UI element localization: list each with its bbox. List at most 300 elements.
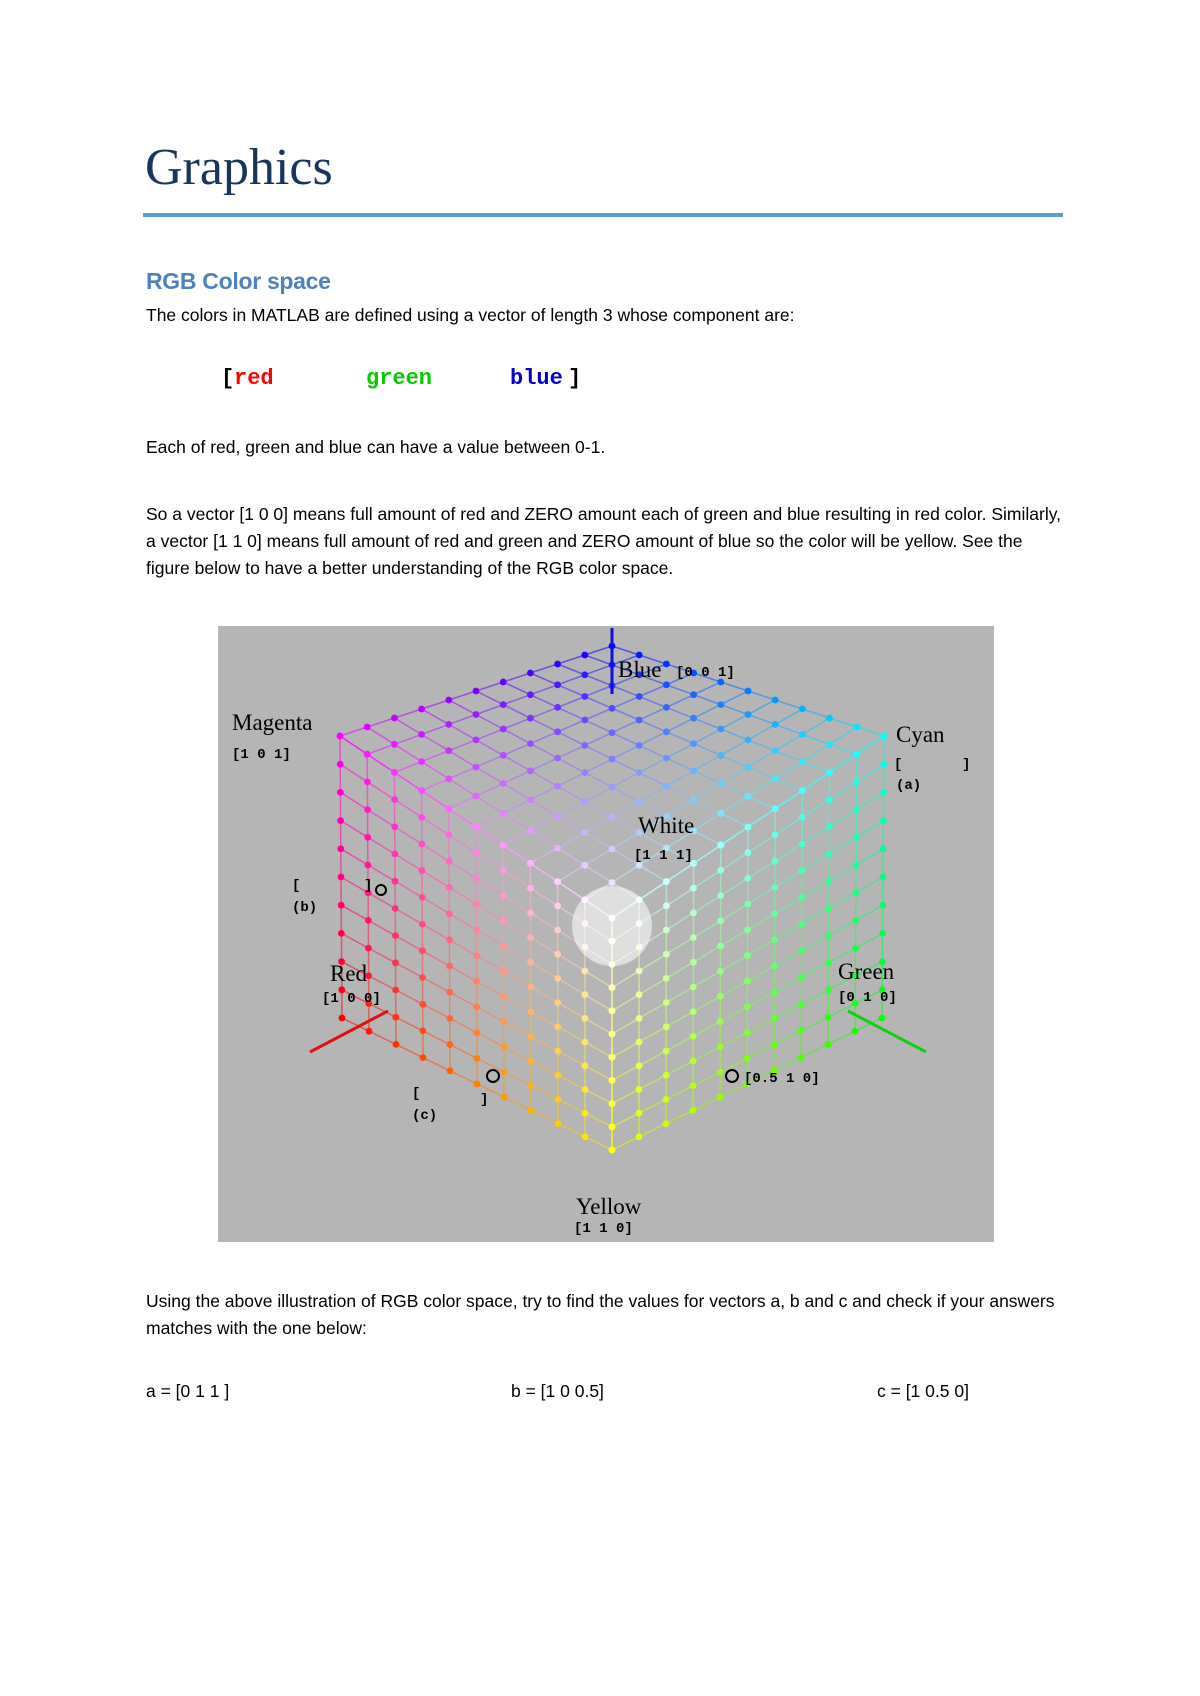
lattice-edge: [612, 759, 639, 773]
lattice-point: [527, 959, 534, 966]
lattice-edge: [721, 682, 748, 691]
lattice-point: [663, 902, 670, 909]
lattice-edge: [530, 786, 557, 800]
lattice-edge: [476, 853, 503, 871]
lattice-point: [527, 885, 534, 892]
lattice-point: [337, 845, 344, 852]
lattice-edge: [503, 813, 530, 830]
green-vector-label: [0 1 0]: [838, 990, 897, 1006]
lattice-point: [745, 793, 752, 800]
b-open-bracket: [: [292, 878, 301, 894]
lattice-point: [554, 704, 561, 711]
lattice-point: [582, 1110, 589, 1117]
lattice-edge: [612, 865, 639, 882]
lattice-edge: [639, 720, 666, 732]
lattice-edge: [748, 715, 775, 725]
lattice-edge: [612, 720, 639, 733]
lattice-edge: [666, 1012, 693, 1027]
lattice-edge: [666, 685, 693, 695]
lattice-edge: [476, 878, 503, 895]
blue-label: Blue: [618, 657, 662, 682]
lattice-edge: [585, 655, 612, 665]
lattice-edge: [558, 1124, 585, 1137]
lattice-edge: [857, 736, 884, 754]
lattice-point: [880, 845, 887, 852]
lattice-edge: [503, 845, 530, 863]
vector-open-bracket: [: [221, 366, 235, 391]
lattice-edge: [666, 786, 693, 800]
lattice-point: [339, 1015, 346, 1022]
lattice-edge: [530, 771, 557, 786]
lattice-point: [772, 721, 779, 728]
lattice-edge: [775, 924, 802, 940]
lattice-point: [609, 1054, 616, 1061]
lattice-edge: [530, 718, 557, 732]
lattice-edge: [530, 758, 557, 771]
lattice-edge: [585, 745, 612, 759]
lattice-edge: [585, 646, 612, 655]
lattice-edge: [721, 705, 748, 715]
lattice-edge: [612, 1113, 639, 1127]
lattice-edge: [721, 853, 748, 871]
lattice-edge: [666, 1036, 693, 1051]
lattice-edge: [829, 920, 856, 935]
lattice-edge: [530, 695, 557, 708]
lattice-edge: [449, 715, 476, 725]
lattice-edge: [612, 1018, 639, 1034]
lattice-point: [636, 991, 643, 998]
lattice-edge: [585, 1089, 612, 1103]
lattice-point: [337, 733, 344, 740]
lattice-edge: [449, 914, 476, 930]
lattice-edge: [395, 854, 422, 871]
lattice-point: [474, 1055, 481, 1062]
lattice-point: [609, 1031, 616, 1038]
lattice-edge: [530, 800, 557, 816]
lattice-edge: [639, 745, 666, 758]
lattice-edge: [585, 686, 612, 697]
lattice-edge: [531, 1012, 558, 1027]
lattice-point: [690, 740, 697, 747]
lattice-edge: [476, 796, 503, 813]
lattice-point: [717, 701, 724, 708]
lattice-point: [581, 693, 588, 700]
section-heading: RGB Color space: [146, 268, 331, 294]
lattice-edge: [666, 913, 693, 930]
lattice-point: [392, 959, 399, 966]
lattice-edge: [394, 709, 421, 718]
lattice-point: [798, 1028, 805, 1035]
lattice-edge: [748, 724, 775, 740]
lattice-edge: [829, 837, 856, 854]
lattice-edge: [340, 727, 367, 736]
lattice-edge: [829, 893, 856, 909]
lattice-point: [554, 728, 561, 735]
lattice-point: [798, 1001, 805, 1008]
lattice-edge: [612, 697, 639, 709]
lattice-point: [771, 989, 778, 996]
lattice-point: [717, 810, 724, 817]
lattice-point: [392, 932, 399, 939]
lattice-point: [473, 1004, 480, 1011]
lattice-edge: [666, 938, 693, 955]
lattice-point: [609, 1100, 616, 1107]
lattice-edge: [503, 695, 530, 705]
lattice-point: [500, 810, 507, 817]
lattice-point: [337, 761, 344, 768]
lattice-point: [528, 1058, 535, 1065]
lattice-point: [445, 805, 452, 812]
lattice-edge: [748, 940, 775, 956]
lattice-edge: [395, 881, 422, 897]
lattice-edge: [423, 1058, 450, 1071]
lattice-edge: [801, 990, 828, 1004]
lattice-edge: [666, 707, 693, 718]
rgb-cube-figure: [218, 626, 994, 1242]
lattice-point: [717, 943, 724, 950]
lattice-point: [338, 874, 345, 881]
vector-close-bracket: ]: [568, 366, 582, 391]
lattice-edge: [747, 1045, 774, 1059]
lattice-edge: [422, 844, 449, 861]
lattice-edge: [612, 817, 639, 832]
lattice-edge: [558, 1027, 585, 1042]
lattice-edge: [774, 1031, 801, 1045]
lattice-point: [826, 741, 833, 748]
lattice-edge: [450, 1018, 477, 1032]
lattice-point: [852, 945, 859, 952]
lattice-edge: [585, 971, 612, 988]
lattice-point: [609, 705, 616, 712]
lattice-edge: [612, 686, 639, 697]
lattice-edge: [748, 700, 775, 715]
lattice-point: [690, 885, 697, 892]
lattice-point: [554, 755, 561, 762]
lattice-edge: [693, 946, 720, 962]
green-label: Green: [838, 959, 895, 984]
lattice-edge: [775, 871, 802, 888]
lattice-point: [392, 878, 399, 885]
lattice-edge: [531, 962, 558, 978]
lattice-point: [582, 991, 589, 998]
lattice-point: [663, 728, 670, 735]
lattice-point: [717, 780, 724, 787]
lattice-edge: [856, 933, 883, 948]
lattice-point: [581, 652, 588, 659]
lattice-edge: [396, 1044, 423, 1057]
lattice-edge: [585, 833, 612, 849]
lattice-point: [636, 1086, 643, 1093]
lattice-edge: [396, 963, 423, 978]
intro-paragraph: The colors in MATLAB are defined using a vector of length 3 whose component are:: [146, 305, 795, 325]
lattice-edge: [639, 978, 666, 994]
lattice-edge: [503, 718, 530, 729]
lattice-edge: [476, 813, 503, 827]
lattice-point: [391, 796, 398, 803]
answer-a: a = [0 1 1 ]: [146, 1381, 230, 1401]
lattice-point: [554, 845, 561, 852]
lattice-point: [446, 989, 453, 996]
lattice-edge: [639, 882, 666, 900]
lattice-edge: [558, 707, 585, 720]
lattice-edge: [477, 981, 504, 996]
lattice-point: [473, 1029, 480, 1036]
lattice-point: [771, 884, 778, 891]
lattice-edge: [558, 1003, 585, 1019]
lattice-edge: [585, 759, 612, 773]
lattice-point: [663, 1120, 670, 1127]
lattice-edge: [693, 1097, 720, 1110]
lattice-point: [663, 1023, 670, 1030]
lattice-point: [663, 704, 670, 711]
lattice-point: [445, 747, 452, 754]
lattice-point: [527, 827, 534, 834]
lattice-point: [853, 862, 860, 869]
lattice-point: [744, 901, 751, 908]
lattice-point: [582, 968, 589, 975]
lattice-edge: [422, 817, 449, 835]
lattice-edge: [341, 849, 368, 865]
lattice-point: [663, 755, 670, 762]
lattice-edge: [694, 718, 721, 729]
lattice-edge: [748, 887, 775, 904]
lattice-edge: [367, 754, 394, 772]
lattice-edge: [612, 1089, 639, 1103]
lattice-edge: [585, 665, 612, 675]
lattice-point: [528, 1082, 535, 1089]
lattice-point: [447, 1067, 454, 1074]
lattice-edge: [449, 861, 476, 878]
lattice-edge: [422, 724, 449, 734]
lattice-edge: [476, 729, 503, 740]
lattice-point: [853, 889, 860, 896]
lattice-edge: [449, 779, 476, 796]
lattice-point: [500, 842, 507, 849]
lattice-edge: [612, 646, 639, 655]
lattice-edge: [612, 833, 639, 849]
lattice-edge: [503, 705, 530, 719]
lattice-edge: [422, 871, 449, 888]
lattice-edge: [367, 782, 394, 800]
lattice-edge: [855, 1018, 882, 1031]
lattice-edge: [666, 1061, 693, 1075]
lattice-point: [365, 917, 372, 924]
lattice-edge: [666, 771, 693, 786]
lattice-edge: [558, 685, 585, 697]
magenta-label: Magenta: [232, 710, 313, 735]
lattice-point: [771, 936, 778, 943]
lattice-edge: [775, 724, 802, 734]
lattice-edge: [612, 1042, 639, 1057]
lattice-point: [554, 681, 561, 688]
lattice-edge: [423, 1031, 450, 1045]
lattice-edge: [666, 1110, 693, 1123]
lattice-point: [663, 951, 670, 958]
lattice-edge: [639, 865, 666, 881]
lattice-point: [364, 779, 371, 786]
lattice-edge: [477, 1033, 504, 1047]
lattice-edge: [503, 771, 530, 784]
lattice-point: [744, 978, 751, 985]
lattice-point: [826, 823, 833, 830]
lattice-edge: [396, 990, 423, 1004]
lattice-edge: [585, 849, 612, 865]
b-close-bracket: ]: [364, 878, 373, 894]
lattice-point: [338, 902, 345, 909]
lattice-edge: [802, 800, 829, 818]
lattice-point: [527, 860, 534, 867]
lattice-point: [717, 726, 724, 733]
lattice-edge: [694, 771, 721, 784]
yellow-vector-label: [1 1 0]: [574, 1221, 633, 1237]
lattice-point: [473, 824, 480, 831]
lattice-point: [717, 892, 724, 899]
lattice-edge: [585, 1018, 612, 1034]
lattice-edge: [585, 787, 612, 802]
lattice-point: [609, 784, 616, 791]
lattice-point: [826, 769, 833, 776]
lattice-point: [772, 805, 779, 812]
lattice-edge: [530, 732, 557, 744]
lattice-edge: [558, 697, 585, 708]
lattice-edge: [639, 954, 666, 971]
lattice-edge: [694, 896, 721, 913]
lattice-point: [636, 769, 643, 776]
lattice-point: [745, 711, 752, 718]
lattice-point: [690, 1058, 697, 1065]
lattice-point: [446, 963, 453, 970]
lattice-point: [419, 974, 426, 981]
lattice-point: [798, 1054, 805, 1061]
lattice-point: [365, 862, 372, 869]
lattice-point: [581, 671, 588, 678]
lattice-edge: [503, 682, 530, 695]
lattice-point: [473, 764, 480, 771]
lattice-point: [799, 867, 806, 874]
lattice-edge: [774, 978, 801, 993]
lattice-edge: [721, 796, 748, 813]
lattice-edge: [774, 1058, 801, 1071]
lattice-point: [473, 849, 480, 856]
lattice-point: [527, 670, 534, 677]
lattice-point: [798, 947, 805, 954]
lattice-edge: [639, 1027, 666, 1042]
lattice-edge: [341, 905, 368, 920]
lattice-point: [527, 740, 534, 747]
lattice-edge: [748, 691, 775, 700]
lattice-edge: [449, 835, 476, 853]
lattice-edge: [747, 966, 774, 981]
lattice-edge: [721, 755, 748, 767]
lattice-edge: [830, 744, 857, 754]
lattice-edge: [476, 827, 503, 845]
lattice-edge: [775, 779, 802, 791]
lattice-point: [745, 737, 752, 744]
lattice-point: [527, 691, 534, 698]
lattice-edge: [449, 691, 476, 700]
lattice-edge: [503, 896, 530, 913]
lattice-point: [391, 823, 398, 830]
lattice-point: [690, 1107, 697, 1114]
lattice-edge: [775, 951, 802, 966]
lattice-edge: [802, 709, 829, 718]
lattice-edge: [504, 1047, 531, 1061]
lattice-point: [772, 747, 779, 754]
lattice-point: [393, 1041, 400, 1048]
lattice-edge: [694, 729, 721, 744]
lattice-point: [338, 930, 345, 937]
lattice-edge: [639, 707, 666, 720]
lattice-point: [717, 1043, 724, 1050]
lattice-point: [581, 862, 588, 869]
lattice-point: [419, 894, 426, 901]
lattice-edge: [748, 767, 775, 779]
lattice-edge: [802, 734, 829, 744]
red-axis: [310, 1011, 388, 1052]
lattice-point: [392, 987, 399, 994]
lattice-edge: [531, 888, 558, 906]
lattice-point: [636, 798, 643, 805]
lattice-edge: [531, 1036, 558, 1051]
lattice-point: [745, 764, 752, 771]
lattice-edge: [530, 744, 557, 759]
lattice-point: [554, 927, 561, 934]
lattice-point: [772, 832, 779, 839]
lattice-edge: [422, 779, 449, 791]
lattice-edge: [394, 718, 421, 734]
lattice-edge: [694, 831, 721, 846]
lattice-edge: [666, 718, 693, 732]
lattice-edge: [639, 1099, 666, 1113]
lattice-point: [690, 934, 697, 941]
lattice-point: [690, 909, 697, 916]
lattice-point: [419, 867, 426, 874]
lattice-point: [825, 1014, 832, 1021]
cyan-tag-a: (a): [896, 778, 922, 794]
lattice-edge: [558, 833, 585, 849]
lattice-point: [501, 1069, 508, 1076]
lattice-edge: [531, 938, 558, 955]
lattice-point: [446, 1015, 453, 1022]
c-tag: (c): [412, 1108, 438, 1124]
lattice-point: [581, 769, 588, 776]
lattice-edge: [477, 956, 504, 972]
lattice-edge: [476, 755, 503, 767]
lattice-point: [636, 1015, 643, 1022]
lattice-point: [717, 842, 724, 849]
lattice-edge: [666, 758, 693, 771]
lattice-point: [690, 691, 697, 698]
marker-b: [376, 885, 386, 895]
lattice-edge: [558, 978, 585, 994]
lattice-edge: [774, 1004, 801, 1018]
lattice-point: [473, 793, 480, 800]
answer-c: c = [1 0.5 0]: [877, 1381, 969, 1401]
lattice-point: [799, 787, 806, 794]
lattice-edge: [639, 773, 666, 787]
lattice-point: [500, 867, 507, 874]
lattice-edge: [775, 762, 802, 779]
lattice-point: [445, 721, 452, 728]
lattice-point: [744, 952, 751, 959]
lattice-point: [799, 841, 806, 848]
lattice-edge: [450, 1071, 477, 1084]
lattice-edge: [423, 978, 450, 993]
lattice-edge: [666, 732, 693, 744]
lattice-edge: [558, 664, 585, 675]
lattice-edge: [693, 1047, 720, 1061]
lattice-edge: [693, 921, 720, 938]
